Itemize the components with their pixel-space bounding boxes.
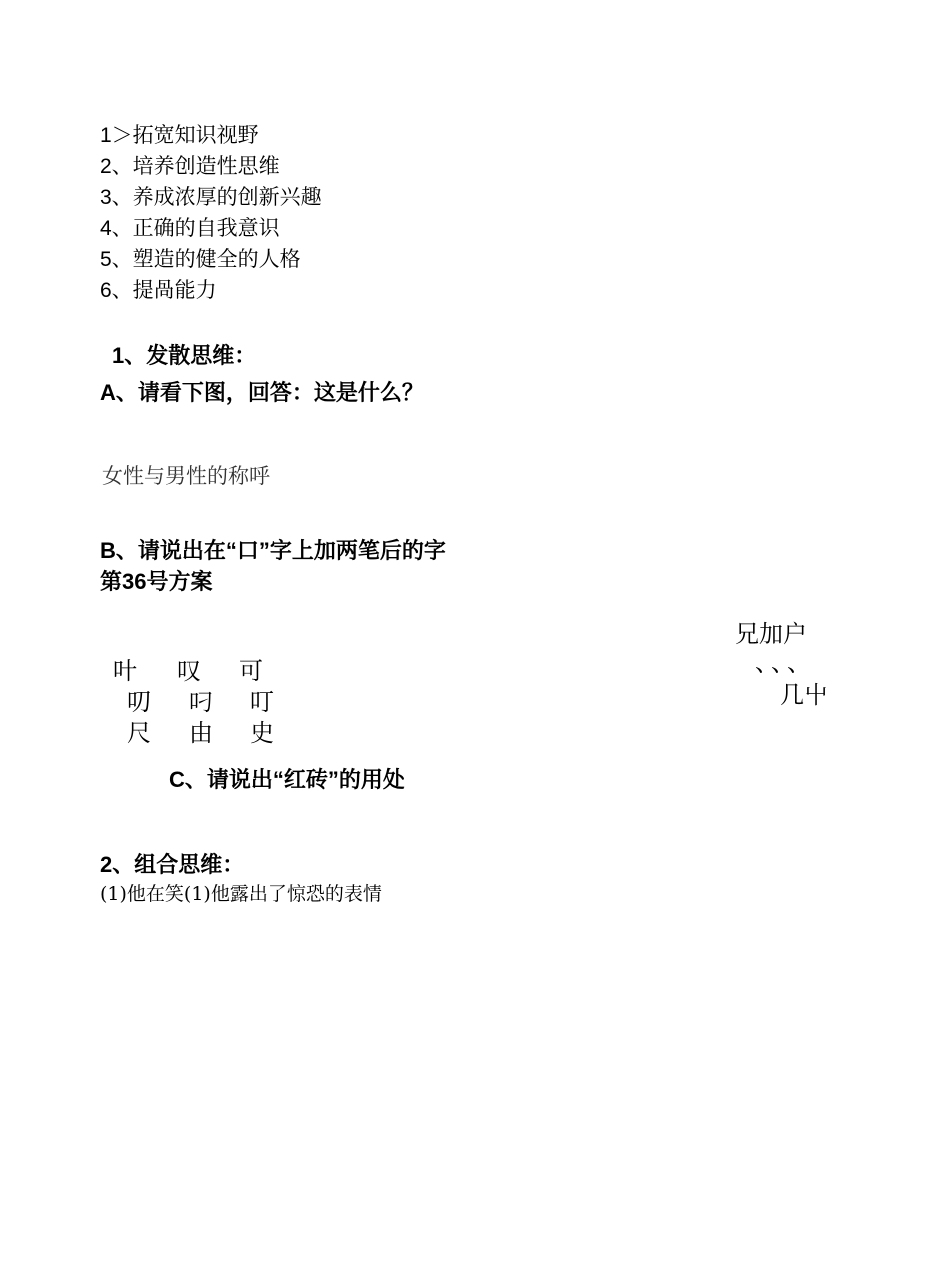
grid-char: 叮	[250, 689, 274, 716]
goal-item: 2、培养创造性思维	[100, 155, 280, 178]
grid-char: 尺	[127, 720, 151, 747]
question-a: A、请看下图，回答：这是什么？	[100, 380, 424, 405]
grid-char: 可	[239, 658, 263, 685]
grid-char: 叹	[177, 658, 201, 685]
goal-item: 5、塑造的健全的人格	[100, 248, 301, 271]
goal-item: 4、正确的自我意识	[100, 217, 280, 240]
right-group-line3: 几屮	[780, 682, 828, 709]
goal-item: 6、提咼能力	[100, 279, 217, 302]
goal-item: 3、养成浓厚的创新兴趣	[100, 186, 322, 209]
plan-label: 第36号方案	[100, 569, 213, 594]
section-heading-divergent: 1、发散思维：	[112, 343, 257, 368]
grid-char: 叨	[127, 689, 151, 716]
combination-example: (1)他在笑(1)他露出了惊恐的表情	[100, 883, 382, 905]
grid-char: 叼	[189, 689, 213, 716]
goal-item: 1＞拓宽知识视野	[100, 124, 259, 147]
answer-a: 女性与男性的称呼	[102, 465, 270, 488]
right-group-line2: 、、、	[755, 650, 815, 677]
grid-char: 由	[189, 720, 213, 747]
right-group-line1: 兄加户	[735, 621, 807, 648]
grid-char: 叶	[113, 658, 137, 685]
question-c: C、请说出“红砖”的用处	[169, 767, 405, 792]
grid-char: 史	[250, 720, 274, 747]
section-heading-combination: 2、组合思维：	[100, 852, 245, 877]
question-b: B、请说出在“口”字上加两笔后的字	[100, 538, 446, 563]
